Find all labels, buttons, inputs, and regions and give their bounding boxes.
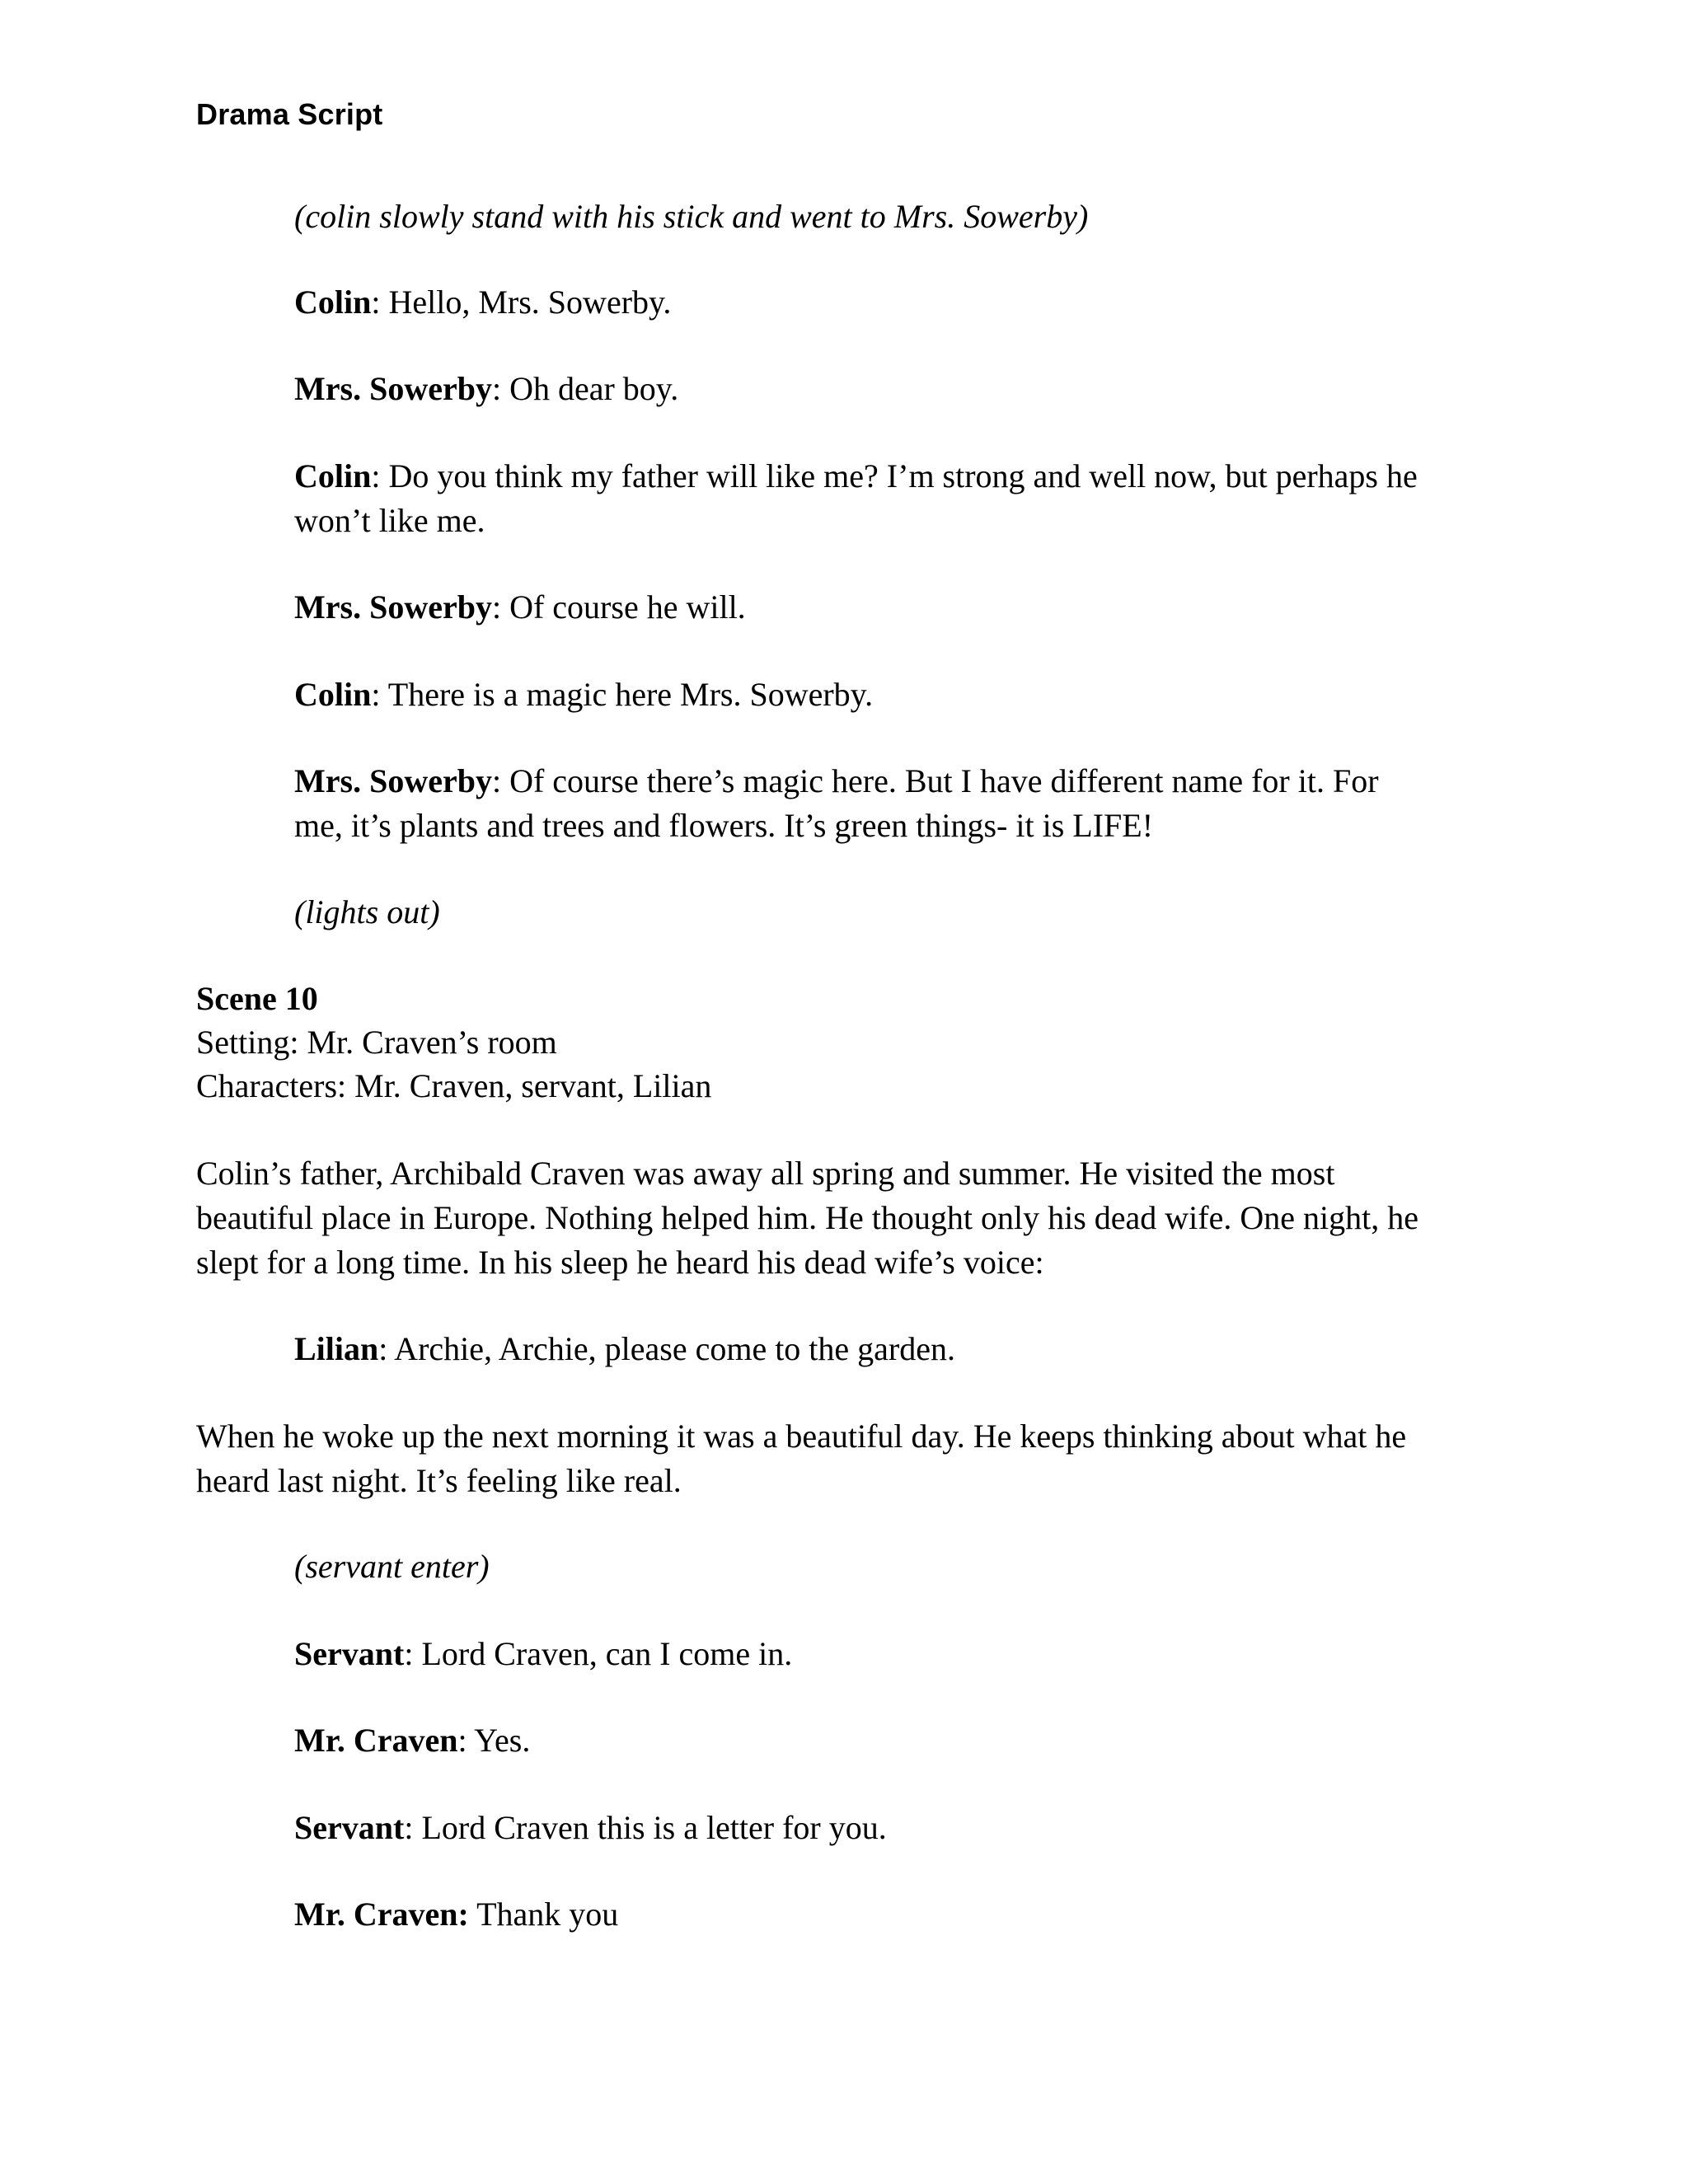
- stage-direction: (servant enter): [294, 1548, 490, 1585]
- speaker-separator: :: [371, 284, 381, 321]
- speaker-name: Mrs. Sowerby: [294, 370, 492, 407]
- speaker-name: Servant: [294, 1635, 405, 1672]
- dialogue-text: Lord Craven this is a letter for you.: [413, 1809, 887, 1846]
- dialogue-text: Thank you: [468, 1896, 619, 1933]
- stage-direction: (colin slowly stand with his stick and went to Mrs. Sowerby): [294, 198, 1089, 235]
- narration-paragraph: When he woke up the next morning it was a beautiful day. He keeps thinking about what he heard last night. It’s feeling like real.: [196, 1418, 1407, 1499]
- narration-paragraph: Colin’s father, Archibald Craven was away all spring and summer. He visited the most beautiful place in Europe. Nothing helped him. He thought only his dead wife. One night, he slept for a long time. In his sleep he heard his dead wife’s voice:: [196, 1155, 1418, 1281]
- dialogue-text: Of course there’s magic here. But I have different name for it. For me, it’s plants and trees and flowers. It’s green things- it is LIFE!: [294, 762, 1379, 844]
- speaker-separator: :: [491, 370, 502, 407]
- speaker-name: Colin: [294, 676, 372, 713]
- speaker-separator: :: [491, 588, 502, 626]
- scene-title: Scene 10: [196, 980, 318, 1017]
- stage-direction: (lights out): [294, 893, 440, 930]
- speaker-separator: :: [404, 1809, 414, 1846]
- dialogue-line: [294, 759, 1423, 848]
- dialogue-text: Do you think my father will like me? I’m strong and well now, but perhaps he won’t like me.: [294, 457, 1418, 539]
- dialogue-line: [294, 1892, 618, 1937]
- dialogue-text: Oh dear boy.: [501, 370, 679, 407]
- speaker-separator: :: [378, 1330, 388, 1367]
- dialogue-line: [294, 1718, 530, 1763]
- dialogue-text: There is a magic here Mrs. Sowerby.: [380, 676, 874, 713]
- dialogue-text: Archie, Archie, please come to the garden.: [387, 1330, 956, 1367]
- speaker-separator: :: [404, 1635, 414, 1672]
- scene-characters: Characters: Mr. Craven, servant, Lilian: [196, 1067, 712, 1104]
- page-header: Drama Script: [196, 97, 383, 131]
- dialogue-line: [294, 1327, 955, 1371]
- dialogue-text: Of course he will.: [501, 588, 746, 626]
- speaker-name: Servant: [294, 1809, 405, 1846]
- dialogue-text: Yes.: [467, 1722, 531, 1759]
- speaker-name: Lilian: [294, 1330, 379, 1367]
- dialogue-text: Hello, Mrs. Sowerby.: [380, 284, 672, 321]
- dialogue-line: [294, 454, 1423, 543]
- scene-setting: Setting: Mr. Craven’s room: [196, 1024, 557, 1061]
- speaker-name: Colin: [294, 284, 372, 321]
- speaker-name: Mr. Craven: [294, 1722, 458, 1759]
- dialogue-line: [294, 673, 873, 717]
- dialogue-line: [294, 585, 746, 630]
- speaker-separator: :: [457, 1722, 467, 1759]
- speaker-name: Mrs. Sowerby: [294, 762, 492, 799]
- speaker-name: Mrs. Sowerby: [294, 588, 492, 626]
- dialogue-line: [294, 1806, 887, 1850]
- speaker-name: Mr. Craven:: [294, 1896, 469, 1933]
- speaker-separator: :: [371, 676, 381, 713]
- dialogue-line: [294, 367, 678, 411]
- dialogue-text: Lord Craven, can I come in.: [413, 1635, 793, 1672]
- dialogue-line: [294, 1632, 792, 1676]
- speaker-separator: :: [371, 457, 381, 494]
- dialogue-line: [294, 280, 671, 325]
- speaker-separator: :: [491, 762, 502, 799]
- speaker-name: Colin: [294, 457, 372, 494]
